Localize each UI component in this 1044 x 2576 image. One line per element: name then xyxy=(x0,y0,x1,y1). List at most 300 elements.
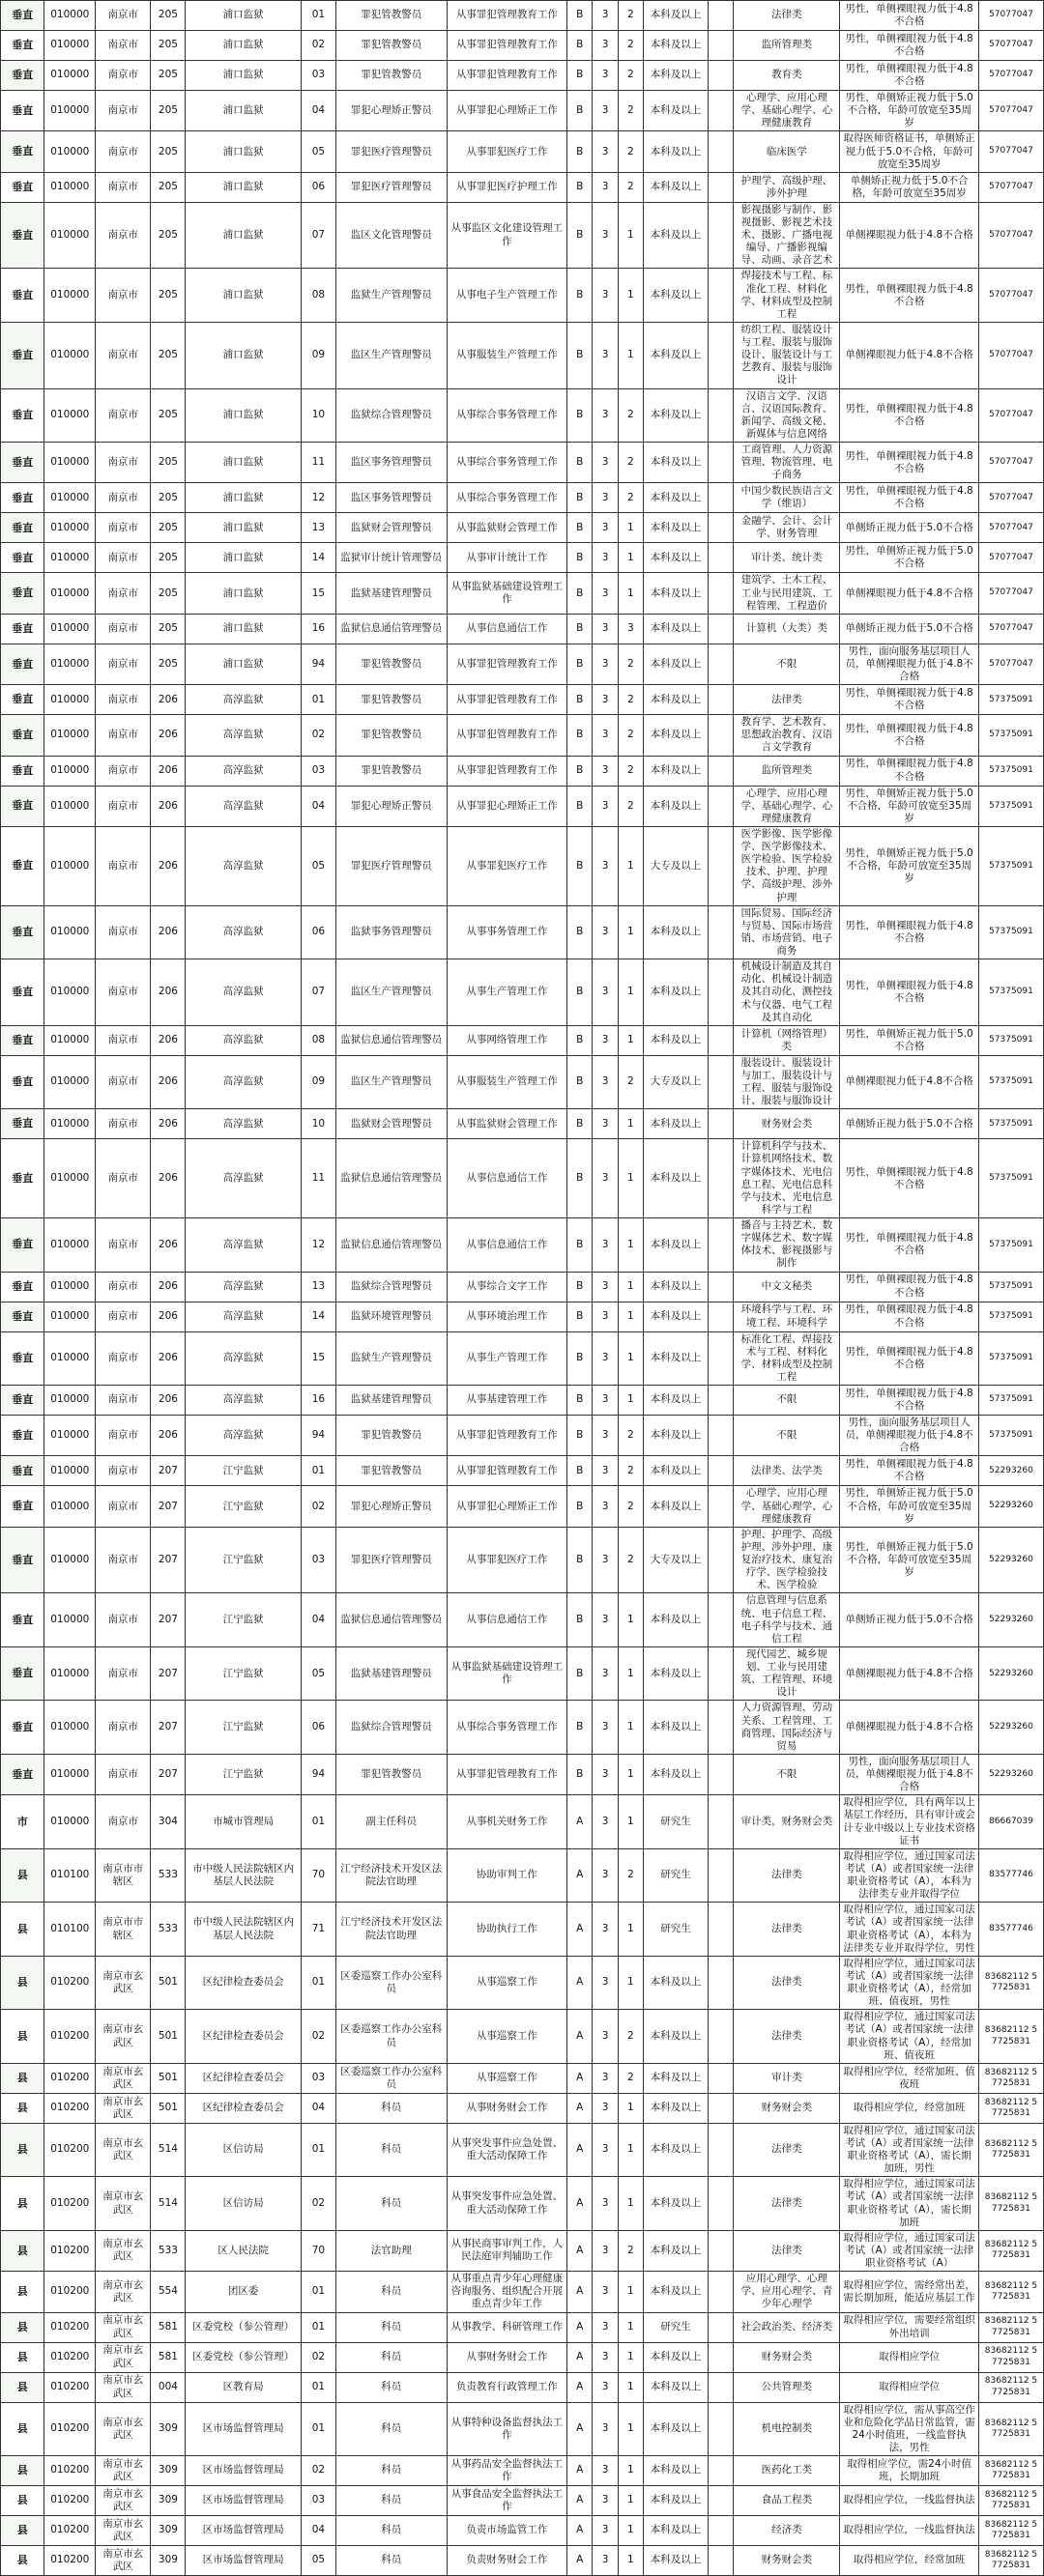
position-name-cell: 副主任科员 xyxy=(335,1795,447,1849)
headcount-cell: 2 xyxy=(618,131,643,172)
city-cell: 南京市 xyxy=(96,31,151,61)
position-name-cell: 监区生产管理警员 xyxy=(335,322,447,388)
category-cell: B xyxy=(567,1527,593,1593)
degree-cell xyxy=(709,1456,734,1486)
phone-cell: 57375091 xyxy=(978,1331,1043,1386)
unit-name-cell: 浦口监狱 xyxy=(186,614,302,644)
headcount-cell: 1 xyxy=(618,826,643,905)
level-cell: 垂直 xyxy=(1,202,44,269)
exam-cell: 3 xyxy=(593,388,618,443)
requirement-cell: 男性，单侧裸眼视力低于4.8不合格 xyxy=(840,685,979,715)
level-cell: 县 xyxy=(1,2010,44,2064)
position-code-cell: 02 xyxy=(301,2342,335,2372)
headcount-cell: 2 xyxy=(618,1416,643,1456)
org-code-cell: 010000 xyxy=(44,172,96,202)
position-code-cell: 10 xyxy=(301,1109,335,1139)
headcount-cell: 2 xyxy=(618,2230,643,2271)
requirement-cell: 取得相应学位，通过国家司法考试（A）或者国家统一法律职业资格考试（A） xyxy=(840,2230,979,2271)
education-cell: 本科及以上 xyxy=(644,1025,709,1055)
requirement-cell: 男性，单侧裸眼视力低于4.8不合格 xyxy=(840,905,979,959)
headcount-cell: 1 xyxy=(618,269,643,323)
duty-cell: 从事监狱基础建设管理工作 xyxy=(447,1646,566,1701)
city-cell: 南京市 xyxy=(96,1139,151,1218)
level-cell: 县 xyxy=(1,1903,44,1957)
city-cell: 南京市 xyxy=(96,1646,151,1701)
unit-code-cell: 206 xyxy=(151,1109,186,1139)
unit-code-cell: 206 xyxy=(151,1139,186,1218)
degree-cell xyxy=(709,1331,734,1386)
major-cell: 国际贸易、国际经济与贸易、国际市场营销、市场营销、电子商务 xyxy=(734,905,840,959)
duty-cell: 协助审判工作 xyxy=(447,1848,566,1903)
headcount-cell: 1 xyxy=(618,202,643,269)
duty-cell: 从事罪犯管理教育工作 xyxy=(447,61,566,91)
requirement-cell: 取得相应学位，通过国家司法考试（A）或者国家统一法律职业资格考试（A），经常加班、值夜班 xyxy=(840,2010,979,2064)
position-name-cell: 区委巡察工作办公室科员 xyxy=(335,2063,447,2093)
city-cell: 南京市市辖区 xyxy=(96,1903,151,1957)
unit-name-cell: 区纪律检查委员会 xyxy=(186,2093,302,2123)
unit-code-cell: 501 xyxy=(151,2093,186,2123)
city-cell: 南京市 xyxy=(96,91,151,131)
category-cell: A xyxy=(567,2272,593,2312)
phone-cell: 83682112 57725831 xyxy=(978,2456,1043,2486)
org-code-cell: 010000 xyxy=(44,1386,96,1416)
unit-name-cell: 浦口监狱 xyxy=(186,172,302,202)
position-code-cell: 06 xyxy=(301,905,335,959)
degree-cell xyxy=(709,826,734,905)
requirement-cell: 男性，单侧裸眼视力低于4.8不合格 xyxy=(840,1218,979,1273)
position-code-cell: 94 xyxy=(301,1416,335,1456)
education-cell: 本科及以上 xyxy=(644,756,709,786)
duty-cell: 从事监狱财会管理工作 xyxy=(447,513,566,543)
degree-cell xyxy=(709,131,734,172)
position-name-cell: 监狱基建管理警员 xyxy=(335,1646,447,1701)
position-name-cell: 监狱生产管理警员 xyxy=(335,1331,447,1386)
city-cell: 南京市 xyxy=(96,786,151,826)
city-cell: 南京市 xyxy=(96,1302,151,1331)
unit-name-cell: 浦口监狱 xyxy=(186,513,302,543)
category-cell: B xyxy=(567,443,593,483)
position-code-cell: 02 xyxy=(301,2456,335,2486)
education-cell: 本科及以上 xyxy=(644,1956,709,2010)
position-name-cell: 罪犯管教警员 xyxy=(335,1456,447,1486)
position-code-cell: 08 xyxy=(301,269,335,323)
org-code-cell: 010000 xyxy=(44,614,96,644)
org-code-cell: 010000 xyxy=(44,322,96,388)
level-cell: 垂直 xyxy=(1,959,44,1026)
major-cell: 经济类 xyxy=(734,2516,840,2546)
degree-cell xyxy=(709,1386,734,1416)
level-cell: 垂直 xyxy=(1,1646,44,1701)
education-cell: 本科及以上 xyxy=(644,2456,709,2486)
education-cell: 本科及以上 xyxy=(644,2272,709,2312)
headcount-cell: 1 xyxy=(618,2516,643,2546)
unit-code-cell: 206 xyxy=(151,1025,186,1055)
exam-cell: 3 xyxy=(593,1593,618,1647)
education-cell: 本科及以上 xyxy=(644,1593,709,1647)
phone-cell: 57375091 xyxy=(978,905,1043,959)
category-cell: B xyxy=(567,1701,593,1755)
major-cell: 法律类 xyxy=(734,1,840,31)
duty-cell: 从事综合事务管理工作 xyxy=(447,443,566,483)
table-row xyxy=(1,1272,1044,1302)
duty-cell: 从事罪犯管理教育工作 xyxy=(447,1,566,31)
requirement-cell: 男性，单侧裸眼视力低于4.8不合格 xyxy=(840,1139,979,1218)
major-cell: 金融学、会计、会计学、财务管理 xyxy=(734,513,840,543)
headcount-cell: 1 xyxy=(618,1109,643,1139)
unit-name-cell: 浦口监狱 xyxy=(186,31,302,61)
exam-cell: 3 xyxy=(593,905,618,959)
unit-code-cell: 205 xyxy=(151,388,186,443)
category-cell: B xyxy=(567,1331,593,1386)
major-cell: 法律类、法学类 xyxy=(734,1456,840,1486)
unit-name-cell: 浦口监狱 xyxy=(186,443,302,483)
position-name-cell: 监区生产管理警员 xyxy=(335,1055,447,1109)
degree-cell xyxy=(709,2402,734,2456)
table-row xyxy=(1,1848,1044,1903)
duty-cell: 从事罪犯管理教育工作 xyxy=(447,1754,566,1794)
requirement-cell: 男性，单侧矫正视力低于5.0不合格，年龄可放宽至35周岁 xyxy=(840,91,979,131)
position-code-cell: 01 xyxy=(301,1956,335,2010)
level-cell: 垂直 xyxy=(1,1272,44,1302)
degree-cell xyxy=(709,1848,734,1903)
headcount-cell: 1 xyxy=(618,2402,643,2456)
table-row xyxy=(1,269,1044,323)
education-cell: 本科及以上 xyxy=(644,2372,709,2402)
duty-cell: 从事罪犯管理教育工作 xyxy=(447,31,566,61)
unit-name-cell: 高淳监狱 xyxy=(186,1302,302,1331)
table-row xyxy=(1,2230,1044,2271)
headcount-cell: 2 xyxy=(618,388,643,443)
position-name-cell: 罪犯管教警员 xyxy=(335,756,447,786)
level-cell: 垂直 xyxy=(1,1025,44,1055)
table-row xyxy=(1,513,1044,543)
exam-cell: 3 xyxy=(593,513,618,543)
education-cell: 本科及以上 xyxy=(644,388,709,443)
degree-cell xyxy=(709,388,734,443)
degree-cell xyxy=(709,1754,734,1794)
unit-name-cell: 高淳监狱 xyxy=(186,1272,302,1302)
degree-cell xyxy=(709,322,734,388)
education-cell: 本科及以上 xyxy=(644,715,709,756)
exam-cell: 3 xyxy=(593,269,618,323)
major-cell: 机械设计制造及其自动化、机械设计制造及其自动化、测控技术与仪器、电气工程及其自动化 xyxy=(734,959,840,1026)
education-cell: 大专及以上 xyxy=(644,1055,709,1109)
category-cell: A xyxy=(567,2230,593,2271)
duty-cell: 从事罪犯管理教育工作 xyxy=(447,1456,566,1486)
position-name-cell: 罪犯管教警员 xyxy=(335,1416,447,1456)
table-row xyxy=(1,1139,1044,1218)
level-cell: 垂直 xyxy=(1,1218,44,1273)
unit-code-cell: 205 xyxy=(151,131,186,172)
unit-name-cell: 区人民法院 xyxy=(186,2230,302,2271)
unit-name-cell: 团区委 xyxy=(186,2272,302,2312)
category-cell: B xyxy=(567,685,593,715)
major-cell: 汉语言文学、汉语言、汉语国际教育、新闻学、高级文秘、新媒体与信息网络 xyxy=(734,388,840,443)
category-cell: B xyxy=(567,715,593,756)
position-name-cell: 监狱信息通信管理警员 xyxy=(335,1218,447,1273)
org-code-cell: 010000 xyxy=(44,685,96,715)
unit-code-cell: 205 xyxy=(151,644,186,684)
exam-cell: 3 xyxy=(593,1701,618,1755)
exam-cell: 3 xyxy=(593,1486,618,1527)
duty-cell: 从事罪犯医疗工作 xyxy=(447,131,566,172)
org-code-cell: 010000 xyxy=(44,483,96,513)
position-name-cell: 区委巡察工作办公室科员 xyxy=(335,2010,447,2064)
org-code-cell: 010000 xyxy=(44,1,96,31)
duty-cell: 从事特种设备监督执法工作 xyxy=(447,2402,566,2456)
position-name-cell: 罪犯心理矫正警员 xyxy=(335,786,447,826)
org-code-cell: 010200 xyxy=(44,2342,96,2372)
major-cell: 法律类 xyxy=(734,1903,840,1957)
headcount-cell: 1 xyxy=(618,2546,643,2576)
level-cell: 垂直 xyxy=(1,1055,44,1109)
major-cell: 医学影像、医学影像学、医学影像技术、医学检验、医学检验技术、护理、护理学、高级护理、涉外护理 xyxy=(734,826,840,905)
unit-name-cell: 浦口监狱 xyxy=(186,644,302,684)
level-cell: 垂直 xyxy=(1,131,44,172)
major-cell: 财务财会类 xyxy=(734,2342,840,2372)
exam-cell: 3 xyxy=(593,715,618,756)
position-code-cell: 01 xyxy=(301,1,335,31)
unit-code-cell: 205 xyxy=(151,61,186,91)
org-code-cell: 010000 xyxy=(44,31,96,61)
level-cell: 垂直 xyxy=(1,31,44,61)
major-cell: 心理学、应用心理学、基础心理学、心理健康教育 xyxy=(734,786,840,826)
degree-cell xyxy=(709,1527,734,1593)
category-cell: B xyxy=(567,513,593,543)
requirement-cell: 男性，面向服务基层项目人员，单侧裸眼视力低于4.8不合格 xyxy=(840,1754,979,1794)
position-name-cell: 罪犯管教警员 xyxy=(335,1754,447,1794)
position-code-cell: 02 xyxy=(301,31,335,61)
education-cell: 本科及以上 xyxy=(644,131,709,172)
requirement-cell: 男性，面向服务基层项目人员，单侧裸眼视力低于4.8不合格 xyxy=(840,644,979,684)
table-row xyxy=(1,2272,1044,2312)
phone-cell: 57375091 xyxy=(978,715,1043,756)
major-cell: 人力资源管理、劳动关系、工程管理、工商管理、国际经济与贸易 xyxy=(734,1701,840,1755)
phone-cell: 52293260 xyxy=(978,1701,1043,1755)
requirement-cell: 男性，单侧裸眼视力低于4.8不合格 xyxy=(840,388,979,443)
unit-code-cell: 309 xyxy=(151,2456,186,2486)
city-cell: 南京市 xyxy=(96,715,151,756)
unit-code-cell: 205 xyxy=(151,269,186,323)
city-cell: 南京市 xyxy=(96,131,151,172)
education-cell: 本科及以上 xyxy=(644,61,709,91)
requirement-cell: 单侧矫正视力低于5.0不合格 xyxy=(840,513,979,543)
table-row xyxy=(1,1025,1044,1055)
table-row xyxy=(1,2516,1044,2546)
duty-cell: 从事财务财会工作 xyxy=(447,2093,566,2123)
degree-cell xyxy=(709,756,734,786)
category-cell: B xyxy=(567,573,593,614)
degree-cell xyxy=(709,2516,734,2546)
education-cell: 本科及以上 xyxy=(644,1139,709,1218)
unit-name-cell: 浦口监狱 xyxy=(186,573,302,614)
degree-cell xyxy=(709,31,734,61)
unit-code-cell: 205 xyxy=(151,513,186,543)
phone-cell: 57077047 xyxy=(978,483,1043,513)
category-cell: B xyxy=(567,1139,593,1218)
education-cell: 本科及以上 xyxy=(644,1416,709,1456)
duty-cell: 从事监狱基础建设管理工作 xyxy=(447,573,566,614)
city-cell: 南京市玄武区 xyxy=(96,2486,151,2516)
headcount-cell: 2 xyxy=(618,1,643,31)
requirement-cell: 男性，单侧裸眼视力低于4.8不合格 xyxy=(840,443,979,483)
position-name-cell: 江宁经济技术开发区法院法官助理 xyxy=(335,1848,447,1903)
org-code-cell: 010000 xyxy=(44,1055,96,1109)
unit-name-cell: 高淳监狱 xyxy=(186,1218,302,1273)
unit-code-cell: 206 xyxy=(151,959,186,1026)
exam-cell: 3 xyxy=(593,1055,618,1109)
unit-name-cell: 高淳监狱 xyxy=(186,685,302,715)
position-code-cell: 16 xyxy=(301,1386,335,1416)
degree-cell xyxy=(709,1139,734,1218)
category-cell: B xyxy=(567,1416,593,1456)
unit-code-cell: 004 xyxy=(151,2372,186,2402)
phone-cell: 57375091 xyxy=(978,959,1043,1026)
major-cell: 中国少数民族语言文学（维语） xyxy=(734,483,840,513)
requirement-cell: 单侧裸眼视力低于4.8不合格 xyxy=(840,1646,979,1701)
requirement-cell: 取得相应学位，一线监督执法 xyxy=(840,2516,979,2546)
category-cell: B xyxy=(567,1272,593,1302)
org-code-cell: 010000 xyxy=(44,1272,96,1302)
position-code-cell: 02 xyxy=(301,2177,335,2231)
degree-cell xyxy=(709,1109,734,1139)
unit-code-cell: 309 xyxy=(151,2402,186,2456)
unit-name-cell: 市城市管理局 xyxy=(186,1795,302,1849)
table-row xyxy=(1,1754,1044,1794)
unit-code-cell: 514 xyxy=(151,2177,186,2231)
education-cell: 本科及以上 xyxy=(644,543,709,573)
education-cell: 本科及以上 xyxy=(644,2123,709,2177)
major-cell: 监所管理类 xyxy=(734,31,840,61)
position-code-cell: 15 xyxy=(301,573,335,614)
unit-code-cell: 206 xyxy=(151,715,186,756)
unit-code-cell: 205 xyxy=(151,443,186,483)
table-row xyxy=(1,2372,1044,2402)
city-cell: 南京市 xyxy=(96,905,151,959)
org-code-cell: 010000 xyxy=(44,1527,96,1593)
education-cell: 本科及以上 xyxy=(644,31,709,61)
position-name-cell: 罪犯管教警员 xyxy=(335,644,447,684)
major-cell: 不限 xyxy=(734,1416,840,1456)
category-cell: A xyxy=(567,2010,593,2064)
duty-cell: 从事综合文字工作 xyxy=(447,1272,566,1302)
phone-cell: 57375091 xyxy=(978,1386,1043,1416)
unit-code-cell: 581 xyxy=(151,2312,186,2342)
requirement-cell: 取得医师资格证书，单侧矫正视力低于5.0不合格，年龄可放宽至35周岁 xyxy=(840,131,979,172)
org-code-cell: 010000 xyxy=(44,826,96,905)
table-row xyxy=(1,2063,1044,2093)
phone-cell: 57375091 xyxy=(978,1302,1043,1331)
unit-name-cell: 高淳监狱 xyxy=(186,1139,302,1218)
duty-cell: 负责市场监管工作 xyxy=(447,2516,566,2546)
headcount-cell: 3 xyxy=(618,614,643,644)
position-name-cell: 罪犯医疗管理警员 xyxy=(335,826,447,905)
headcount-cell: 2 xyxy=(618,1456,643,1486)
exam-cell: 3 xyxy=(593,1848,618,1903)
unit-name-cell: 区纪律检查委员会 xyxy=(186,1956,302,2010)
position-code-cell: 06 xyxy=(301,172,335,202)
category-cell: B xyxy=(567,61,593,91)
position-code-cell: 13 xyxy=(301,1272,335,1302)
city-cell: 南京市玄武区 xyxy=(96,2456,151,2486)
city-cell: 南京市 xyxy=(96,1386,151,1416)
level-cell: 垂直 xyxy=(1,1701,44,1755)
major-cell: 标准化工程、焊接技术与工程、材料化学、材料成型及控制工程 xyxy=(734,1331,840,1386)
level-cell: 垂直 xyxy=(1,1331,44,1386)
city-cell: 南京市 xyxy=(96,269,151,323)
position-name-cell: 区委巡察工作办公室科员 xyxy=(335,1956,447,2010)
duty-cell: 从事机关财务工作 xyxy=(447,1795,566,1849)
requirement-cell: 男性，面向服务基层项目人员，单侧裸眼视力低于4.8不合格 xyxy=(840,1416,979,1456)
city-cell: 南京市 xyxy=(96,1701,151,1755)
org-code-cell: 010000 xyxy=(44,644,96,684)
unit-name-cell: 区信访局 xyxy=(186,2123,302,2177)
city-cell: 南京市 xyxy=(96,443,151,483)
exam-cell: 3 xyxy=(593,1956,618,2010)
table-row xyxy=(1,1416,1044,1456)
phone-cell: 57077047 xyxy=(978,614,1043,644)
phone-cell: 57077047 xyxy=(978,61,1043,91)
requirement-cell: 单侧裸眼视力低于4.8不合格 xyxy=(840,322,979,388)
exam-cell: 3 xyxy=(593,1109,618,1139)
table-row xyxy=(1,1386,1044,1416)
phone-cell: 57077047 xyxy=(978,1,1043,31)
duty-cell: 从事罪犯医疗工作 xyxy=(447,826,566,905)
degree-cell xyxy=(709,2312,734,2342)
phone-cell: 83577746 xyxy=(978,1848,1043,1903)
exam-cell: 3 xyxy=(593,644,618,684)
table-row xyxy=(1,2546,1044,2576)
major-cell: 不限 xyxy=(734,1754,840,1794)
degree-cell xyxy=(709,2177,734,2231)
education-cell: 研究生 xyxy=(644,1903,709,1957)
unit-name-cell: 浦口监狱 xyxy=(186,483,302,513)
major-cell: 计算机（网络管理）类 xyxy=(734,1025,840,1055)
exam-cell: 3 xyxy=(593,1527,618,1593)
unit-code-cell: 514 xyxy=(151,2123,186,2177)
headcount-cell: 1 xyxy=(618,543,643,573)
level-cell: 县 xyxy=(1,2123,44,2177)
table-row xyxy=(1,2093,1044,2123)
org-code-cell: 010000 xyxy=(44,388,96,443)
position-name-cell: 科员 xyxy=(335,2177,447,2231)
headcount-cell: 1 xyxy=(618,1903,643,1957)
major-cell: 医药化工类 xyxy=(734,2456,840,2486)
unit-code-cell: 206 xyxy=(151,905,186,959)
education-cell: 本科及以上 xyxy=(644,614,709,644)
exam-cell: 3 xyxy=(593,1272,618,1302)
category-cell: A xyxy=(567,2312,593,2342)
position-name-cell: 科员 xyxy=(335,2456,447,2486)
position-code-cell: 03 xyxy=(301,2486,335,2516)
requirement-cell: 取得相应学位，具有两年以上基层工作经历，具有审计或会计专业中级以上专业技术资格证书 xyxy=(840,1795,979,1849)
requirement-cell: 男性，单侧裸眼视力低于4.8不合格 xyxy=(840,269,979,323)
city-cell: 南京市 xyxy=(96,1593,151,1647)
level-cell: 县 xyxy=(1,1848,44,1903)
position-code-cell: 94 xyxy=(301,644,335,684)
org-code-cell: 010200 xyxy=(44,2272,96,2312)
major-cell: 建筑学、土木工程、工业与民用建筑、工程管理、工程造价 xyxy=(734,573,840,614)
position-code-cell: 70 xyxy=(301,1848,335,1903)
degree-cell xyxy=(709,2010,734,2064)
city-cell: 南京市玄武区 xyxy=(96,2093,151,2123)
duty-cell: 从事生产管理工作 xyxy=(447,959,566,1026)
major-cell: 食品工程类 xyxy=(734,2486,840,2516)
education-cell: 研究生 xyxy=(644,1848,709,1903)
requirement-cell: 男性，单侧矫正视力低于5.0不合格，年龄可放宽至35周岁 xyxy=(840,1527,979,1593)
city-cell: 南京市 xyxy=(96,61,151,91)
major-cell: 财务财会类 xyxy=(734,2093,840,2123)
